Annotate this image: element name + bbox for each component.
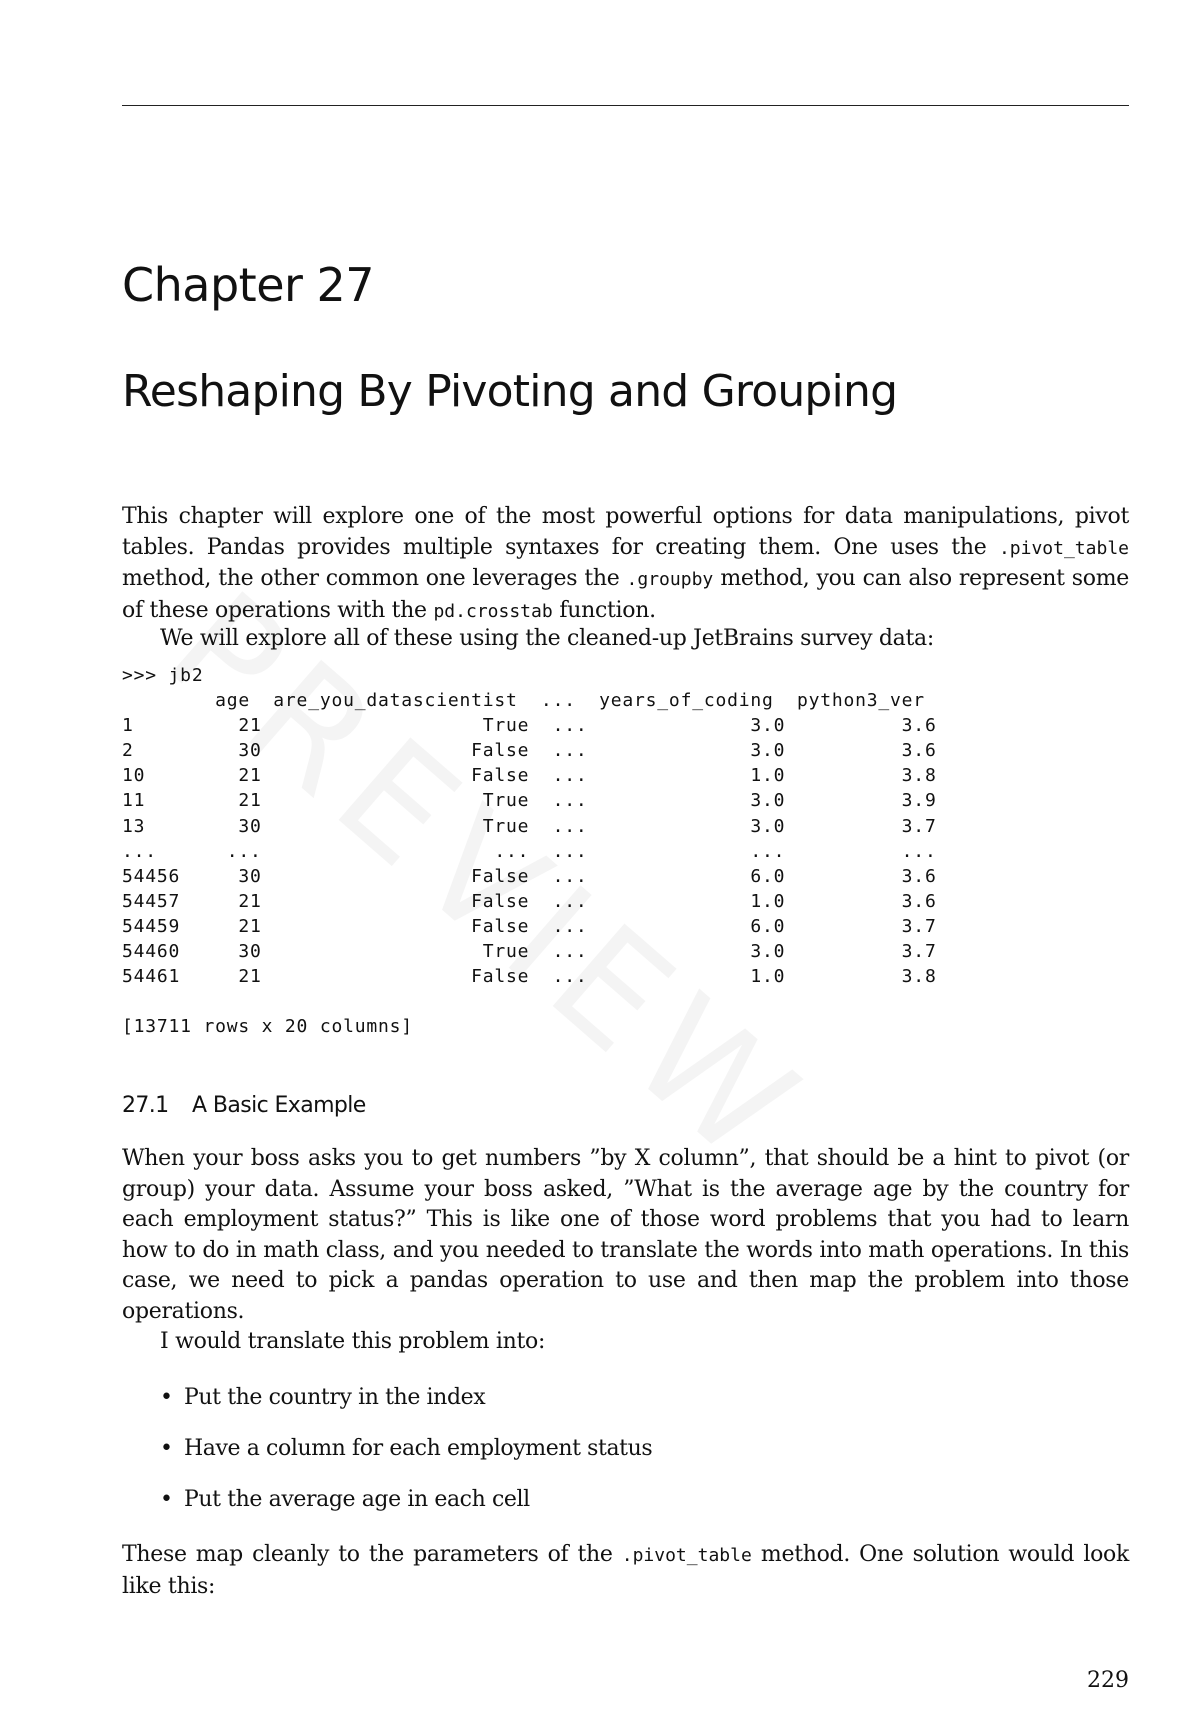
chapter-label: Chapter 27: [122, 258, 375, 312]
header-rule: [122, 105, 1129, 106]
code-row: 54461 21 False ... 1.0 3.8: [122, 966, 937, 988]
code-row: 54457 21 False ... 1.0 3.6: [122, 890, 937, 912]
body-paragraph-2: I would translate this problem into:: [160, 1329, 546, 1354]
code-row: 2 30 False ... 3.0 3.6: [122, 740, 937, 762]
code-row: 54459 21 False ... 6.0 3.7: [122, 915, 937, 937]
code-row: 11 21 True ... 3.0 3.9: [122, 790, 937, 812]
list-item: [160, 1385, 652, 1436]
bullet-icon: •: [160, 1487, 173, 1512]
inline-code: pd.crosstab: [433, 600, 553, 622]
intro-text: method, you can also represent some of these operations with the: [122, 566, 1130, 623]
intro-paragraph-2: We will explore all of these using the cleaned-up JetBrains survey data:: [160, 626, 934, 651]
body-paragraph-3: [122, 1540, 1129, 1602]
list-item: [160, 1436, 652, 1487]
code-row: 54456 30 False ... 6.0 3.6: [122, 865, 937, 887]
code-listing: [122, 663, 937, 1039]
list-item-text: Put the average age in each cell: [184, 1487, 530, 1512]
inline-code: .pivot_table: [621, 1545, 752, 1566]
code-blank-line: [122, 989, 937, 1014]
list-item: [160, 1487, 652, 1538]
code-prompt: >>> jb2: [122, 665, 204, 686]
inline-code: .groupby: [626, 569, 714, 590]
body-text: These map cleanly to the parameters of the: [122, 1542, 622, 1567]
bullet-list: [160, 1385, 652, 1538]
list-item-text: Have a column for each employment status: [184, 1436, 653, 1461]
page-number: 229: [1087, 1668, 1129, 1693]
code-row: 13 30 True ... 3.0 3.7: [122, 815, 937, 837]
intro-text: function.: [552, 597, 656, 623]
bullet-icon: •: [160, 1436, 173, 1461]
code-row: 54460 30 True ... 3.0 3.7: [122, 941, 937, 963]
section-heading: [122, 1093, 366, 1118]
inline-code: .pivot_table: [998, 537, 1129, 559]
chapter-title: Reshaping By Pivoting and Grouping: [122, 366, 898, 417]
bullet-icon: •: [160, 1385, 173, 1410]
body-text: method. One solution would look like this:: [122, 1542, 1129, 1599]
code-header-line: age are_you_datascientist ... years_of_coding python3_ver: [122, 690, 925, 712]
section-number: 27.1: [122, 1093, 169, 1118]
code-row: 10 21 False ... 1.0 3.8: [122, 765, 937, 787]
code-row: 1 21 True ... 3.0 3.6: [122, 715, 937, 737]
intro-text: method, the other common one leverages the: [122, 566, 627, 591]
list-item-text: Put the country in the index: [184, 1385, 486, 1410]
section-title: A Basic Example: [192, 1093, 366, 1118]
code-summary: [13711 rows x 20 columns]: [122, 1016, 413, 1038]
intro-text: This chapter will explore one of the most powerful options for data manipulations, pivot tables. Pandas provides multiple syntaxes for creating them. One uses the: [122, 504, 1129, 560]
body-paragraph: When your boss asks you to get numbers ”by X column”, that should be a hint to pivot (or group) your data. Assume your boss asked, ”What is the average age by the country for each employment status?” This is like one of those word problems that you had to learn how to do in math class, and you needed to translate the words into math operations. In this case, we need to pick a pandas operation to use and then map the problem into those operations.: [122, 1146, 1129, 1324]
code-row: ... ... ... ... ... ...: [122, 840, 937, 862]
intro-paragraph: [122, 502, 1129, 627]
